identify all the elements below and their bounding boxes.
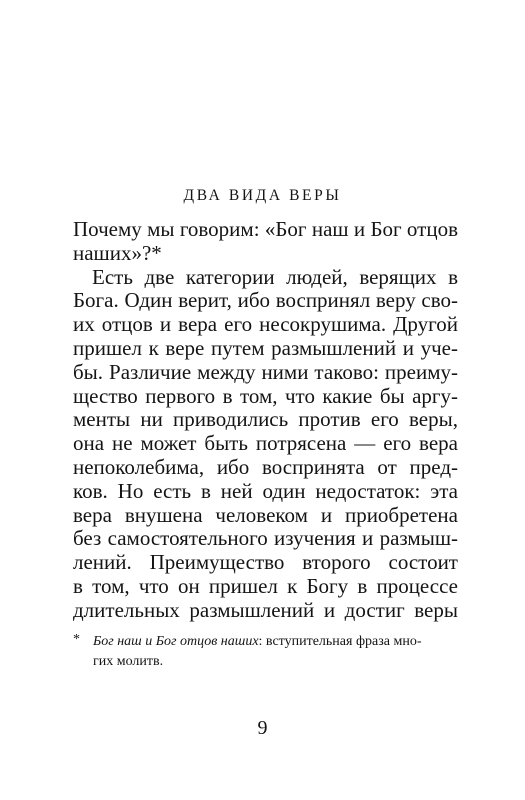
body-line: ков. Но есть в ней один недостаток: эта [73,478,458,503]
body-line: Есть две категории людей, верящих в [92,264,458,289]
body-line: бы. Различие между ними таково: преиму- [73,359,458,384]
footnote-marker: * [73,632,80,647]
footnote-line [93,632,463,652]
body-line: лений. Преимущество второго состоит [73,550,458,575]
footnote [73,632,463,672]
body-line: Почему мы говорим: «Бог наш и Бог отцов [73,217,458,241]
body-line: их отцов и вера его несокрушима. Другой [73,312,458,337]
body-line: она не может быть потрясена — его вера [73,431,458,456]
footnote-text-part: : вступительная фраза мно- [258,634,422,649]
body-line: вера внушена человеком и приобретена [73,502,458,527]
page-number: 9 [257,717,268,739]
body-line: пришел к вере путем размышлений и уче- [73,335,458,360]
body-line: менты ни приводились против его веры, [73,407,458,432]
body-line: длительных размышлений и достиг веры [73,597,458,622]
body-line: Бога. Один верит, ибо воспринял веру сво- [73,288,458,313]
footnote-text [73,632,463,672]
body-line: щество первого в том, что какие бы аргу- [73,383,458,408]
chapter-title: ДВА ВИДА ВЕРЫ [183,187,342,204]
footnote-term: Бог наш и Бог отцов наших [93,634,259,649]
footnote-line: гих молитв. [93,654,164,669]
body-text [73,218,458,623]
body-line: наших»?* [73,240,162,265]
body-line: в том, что он пришел к Богу в процессе [73,573,458,598]
body-line: без самостоятельного изучения и размыш- [73,526,458,551]
body-line: непоколебима, ибо воспринята от пред- [73,454,458,479]
